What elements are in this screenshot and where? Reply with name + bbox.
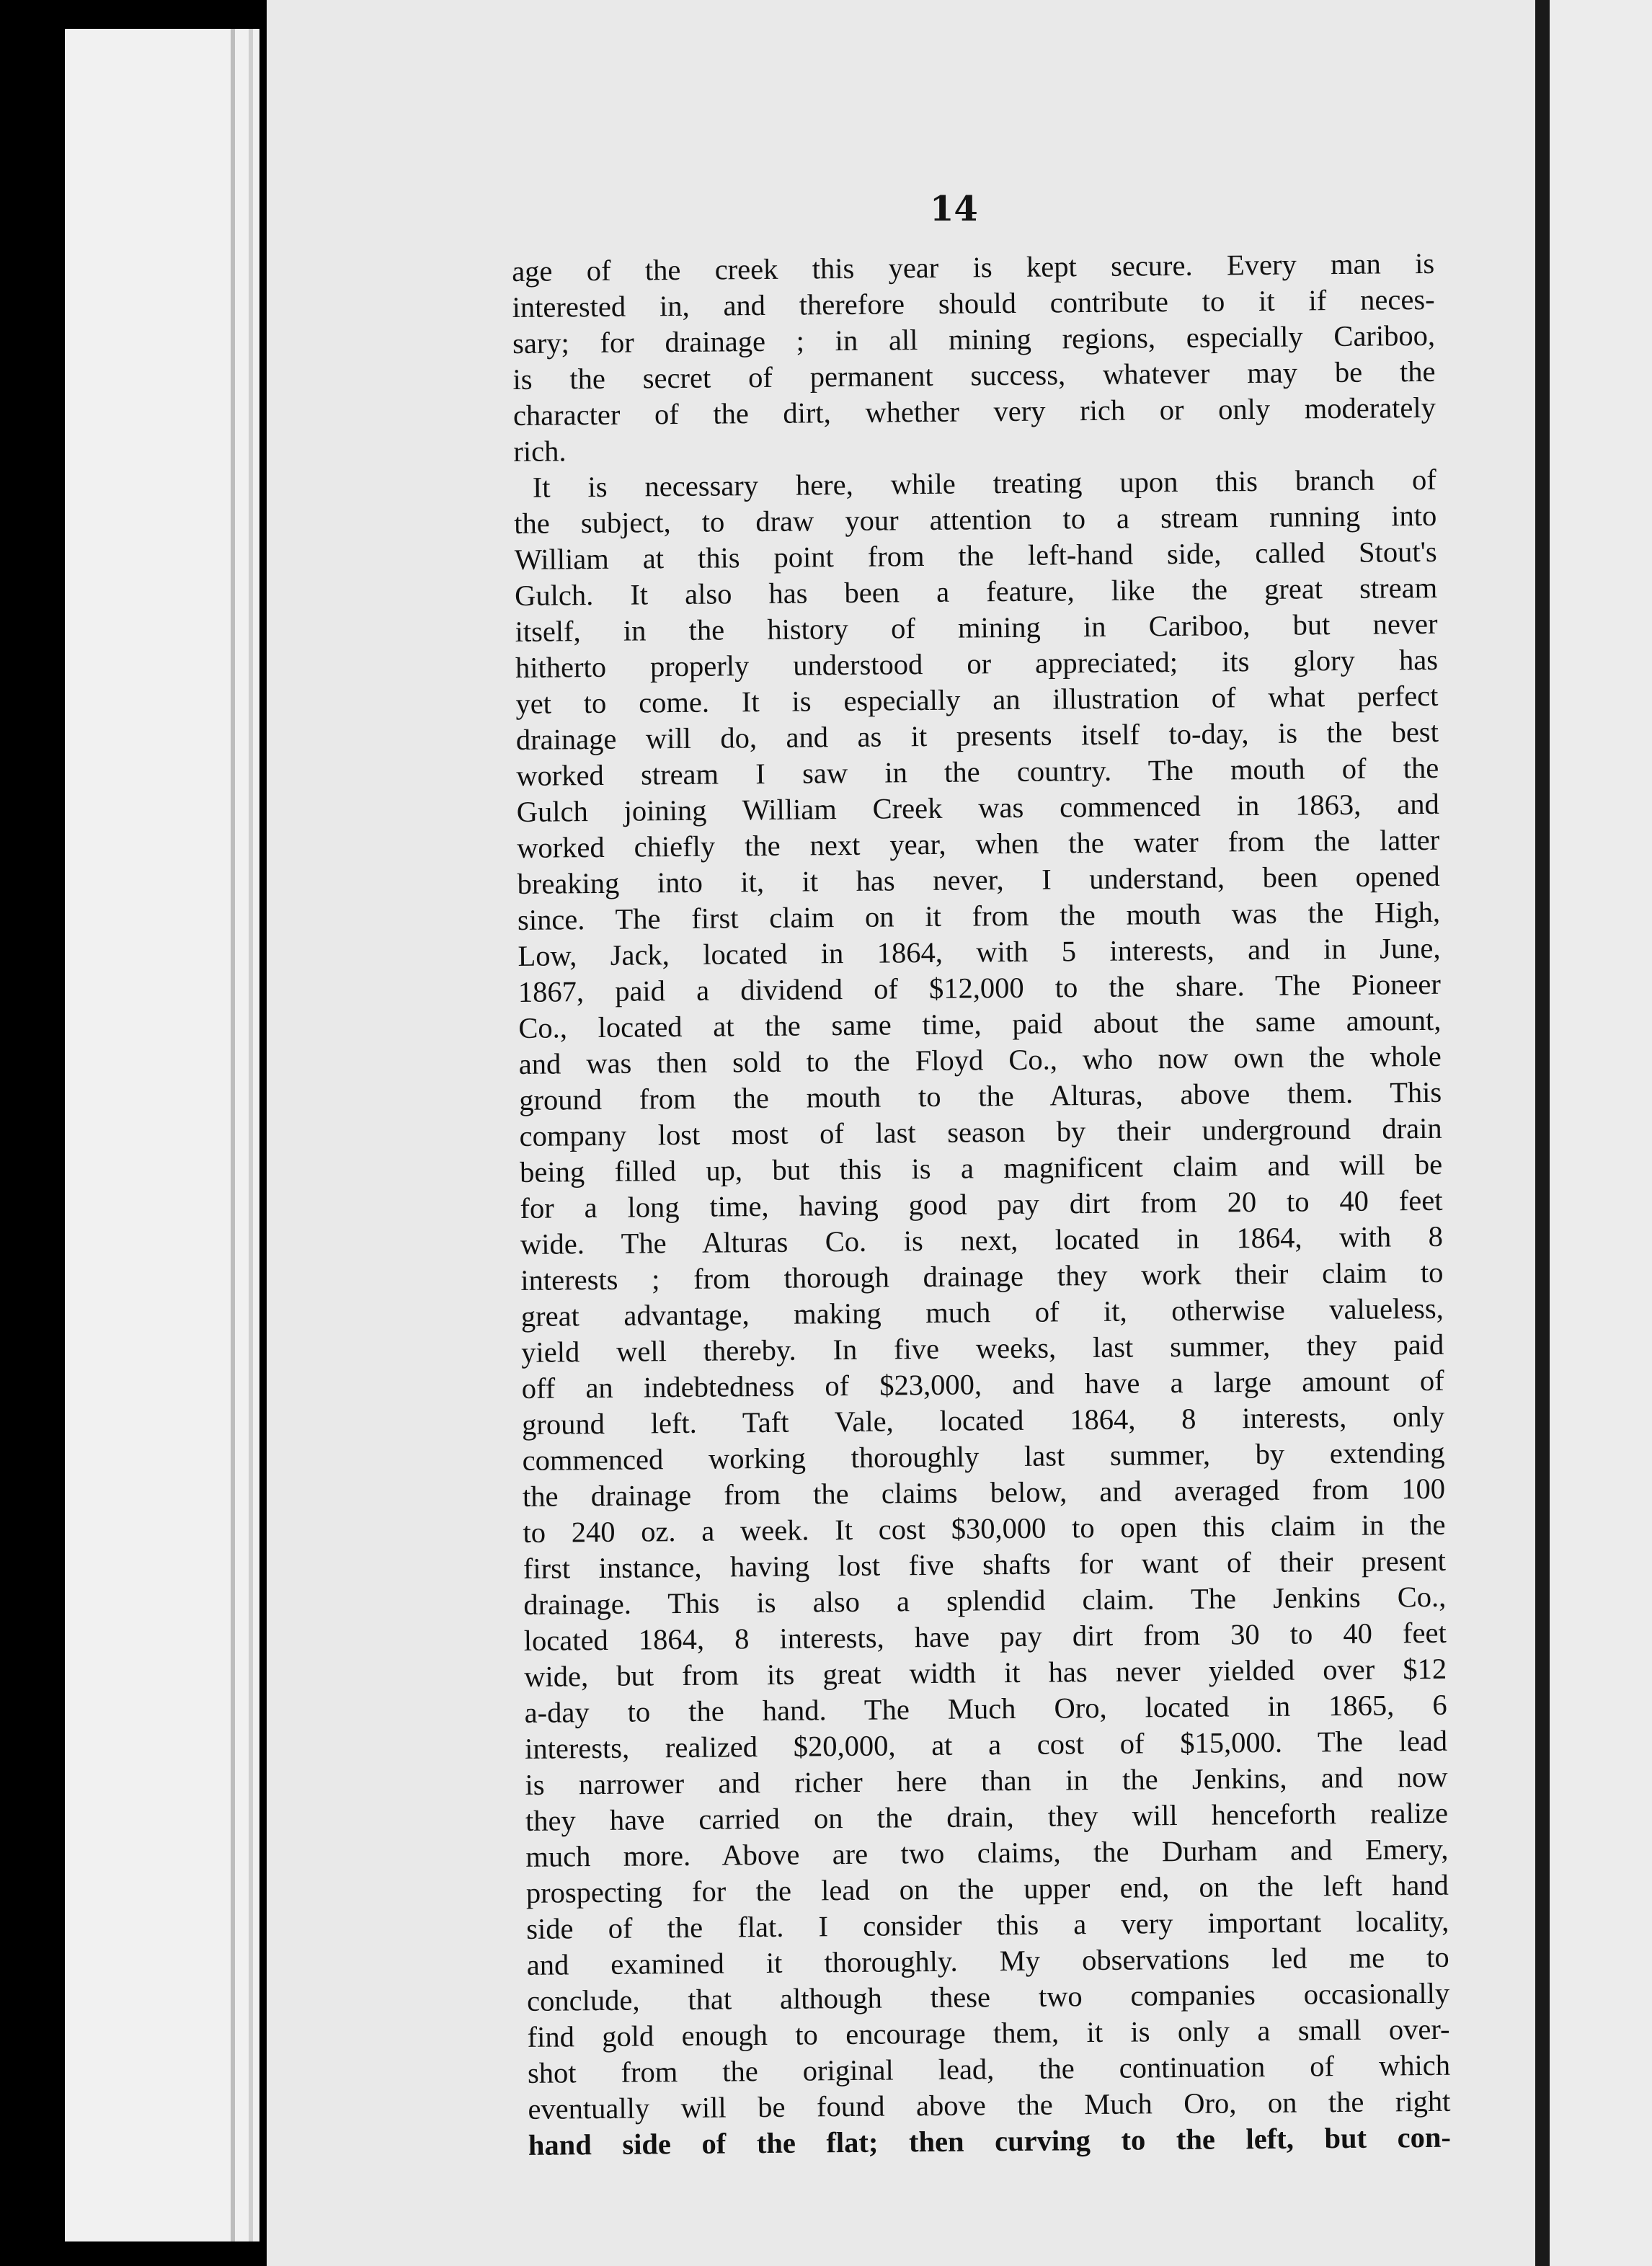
text-line: shot from the original lead, the continuation of which — [527, 2048, 1451, 2089]
text-line: rich. — [513, 435, 567, 468]
text-line: interests, realized $20,000, at a cost of $15,000. The lead — [524, 1724, 1448, 1765]
text-line: since. The first claim on it from the mouth was the High, — [517, 895, 1441, 936]
text-line: prospecting for the lead on the upper end, on the left hand — [525, 1868, 1449, 1909]
text-line: Low, Jack, located in 1864, with 5 interests, and in June, — [518, 931, 1441, 972]
text-line: is narrower and richer here than in the Jenkins, and now — [525, 1760, 1448, 1801]
text-line: off an indebtedness of $23,000, and have a large amount of — [521, 1364, 1444, 1405]
text-line: yield well thereby. In five weeks, last summer, they paid — [521, 1328, 1444, 1369]
text-line: commenced working thoroughly last summer, by extending — [522, 1436, 1445, 1477]
text-line: a-day to the hand. The Much Oro, located in 1865, 6 — [524, 1688, 1447, 1729]
text-line: Gulch. It also has been a feature, like the great stream — [514, 571, 1438, 612]
text-line: breaking into it, it has never, I understand, been opened — [517, 859, 1440, 900]
text-line: interests ; from thorough drainage they work their claim to — [520, 1256, 1444, 1297]
text-line: is the secret of permanent success, whatever may be the — [512, 355, 1436, 396]
text-line: drainage will do, and as it presents itself to-day, is the best — [515, 715, 1439, 756]
text-line: age of the creek this year is kept secure. Every man is — [512, 246, 1435, 288]
text-line: wide, but from its great width it has never yielded over $12 — [524, 1652, 1447, 1693]
text-line: eventually will be found above the Much Oro, on the right — [528, 2084, 1451, 2125]
page-edge-line — [231, 29, 235, 2241]
text-line: yet to come. It is especially an illustration of what perfect — [515, 679, 1439, 720]
page-number: 14 — [930, 189, 978, 229]
text-line: the drainage from the claims below, and averaged from 100 — [522, 1472, 1446, 1513]
text-line: great advantage, making much of it, otherwise valueless, — [520, 1292, 1444, 1333]
text-line: find gold enough to encourage them, it is only a small over- — [527, 2012, 1450, 2053]
text-line: ground left. Taft Vale, located 1864, 8 interests, only — [521, 1400, 1445, 1441]
text-line: Co., located at the same time, paid about the same amount, — [518, 1003, 1442, 1044]
text-line: and was then sold to the Floyd Co., who now own the whole — [518, 1039, 1442, 1080]
text-line: being filled up, but this is a magnificent claim and will be — [519, 1147, 1443, 1188]
text-line: 1867, paid a dividend of $12,000 to the share. The Pioneer — [518, 967, 1442, 1008]
text-line: hand side of the flat; then curving to the left, but con- — [528, 2120, 1452, 2161]
text-line: for a long time, having good pay dirt from 20 to 40 feet — [520, 1183, 1443, 1225]
text-line: first instance, having lost five shafts for want of their present — [523, 1544, 1447, 1585]
text-line: itself, in the history of mining in Cariboo, but never — [515, 607, 1438, 648]
text-line: company lost most of last season by their underground drain — [519, 1111, 1442, 1152]
text-line: Gulch joining William Creek was commenced in 1863, and — [516, 787, 1439, 828]
text-line: drainage. This is also a splendid claim. The Jenkins Co., — [523, 1580, 1447, 1621]
gutter-shadow — [1535, 0, 1550, 2266]
page-edge-line — [249, 29, 253, 2241]
text-line: wide. The Alturas Co. is next, located in 1864, with 8 — [520, 1219, 1444, 1261]
text-line: It is necessary here, while treating upon this branch of — [532, 463, 1436, 504]
text-line: sary; for drainage ; in all mining regions, especially Cariboo, — [512, 319, 1436, 360]
text-line: much more. Above are two claims, the Durham and Emery, — [525, 1832, 1449, 1873]
text-line: side of the flat. I consider this a very important locality, — [526, 1904, 1449, 1945]
text-line: conclude, that although these two companies occasionally — [526, 1976, 1450, 2017]
text-line: hitherto properly understood or appreciated; its glory has — [515, 643, 1439, 684]
text-line: character of the dirt, whether very rich or only moderately — [512, 391, 1436, 432]
text-line: they have carried on the drain, they will henceforth realize — [525, 1796, 1449, 1837]
text-line: worked stream I saw in the country. The mouth of the — [516, 751, 1439, 792]
facing-page-edge — [1550, 0, 1652, 2266]
text-line: William at this point from the left-hand side, called Stout's — [514, 535, 1437, 576]
text-line: and examined it thoroughly. My observations led me to — [526, 1940, 1449, 1981]
text-line: ground from the mouth to the Alturas, above them. This — [519, 1075, 1442, 1116]
text-line: the subject, to draw your attention to a stream running into — [514, 499, 1437, 540]
text-line: worked chiefly the next year, when the water from the latter — [516, 823, 1440, 864]
text-line: located 1864, 8 interests, have pay dirt from 30 to 40 feet — [523, 1616, 1447, 1657]
text-line: to 240 oz. a week. It cost $30,000 to open this claim in the — [523, 1508, 1446, 1549]
body-text — [512, 246, 1451, 2164]
text-line: interested in, and therefore should contribute to it if neces- — [512, 283, 1435, 324]
